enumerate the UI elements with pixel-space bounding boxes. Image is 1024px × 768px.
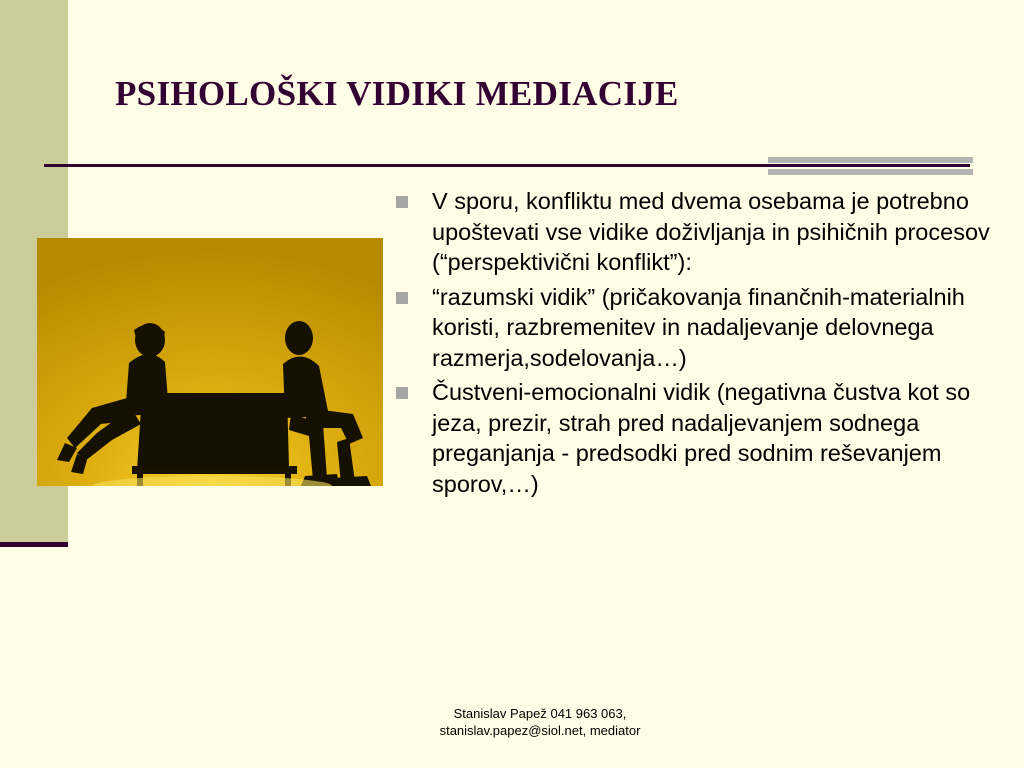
- footer-contact-line: Stanislav Papež 041 963 063,: [453, 706, 627, 721]
- slide-footer: [340, 705, 740, 739]
- title-accent-bar: [768, 157, 973, 179]
- bullet-text: Čustveni-emocionalni vidik (negativna čustva kot so jeza, prezir, strah pred nadaljevanjem sodnega preganjanja - predsodki pred sodnim reševanjem sporov,…): [432, 379, 971, 497]
- bullet-text: V sporu, konfliktu med dvema osebama je potrebno upoštevati vse vidike doživljanja in psihičnih procesov (“perspektivični konflikt”):: [432, 188, 990, 275]
- bullet-item: [392, 186, 1017, 278]
- bullet-list: [392, 186, 1017, 503]
- left-band-accent-line: [0, 542, 68, 547]
- bullet-item: [392, 377, 1017, 499]
- square-bullet-icon: [396, 292, 408, 304]
- square-bullet-icon: [396, 196, 408, 208]
- bullet-item: [392, 282, 1017, 374]
- slide-title: PSIHOLOŠKI VIDIKI MEDIACIJE: [115, 74, 679, 113]
- square-bullet-icon: [396, 387, 408, 399]
- footer-email-line: stanislav.papez@siol.net, mediator: [439, 723, 641, 738]
- bullet-text: “razumski vidik” (pričakovanja finančnih-materialnih koristi, razbremenitev in nadaljevanje delovnega razmerja,sodelovanja…): [432, 283, 965, 371]
- conflict-photo: [37, 238, 383, 486]
